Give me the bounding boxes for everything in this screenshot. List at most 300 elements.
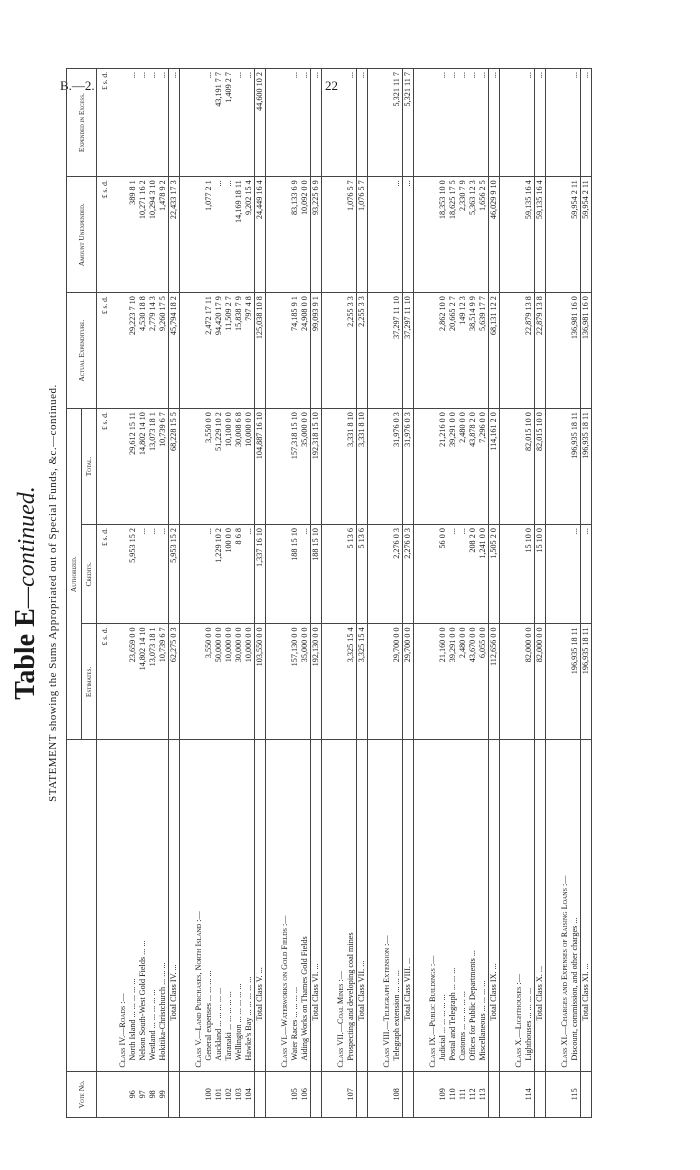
- class-heading-row: [110, 69, 128, 1118]
- cell-credits: ...: [158, 525, 169, 624]
- cell-estimates: 10,000 0 0: [244, 624, 255, 740]
- cell-actual: 37,297 11 10: [403, 293, 414, 409]
- unit-excess: £ s. d.: [97, 69, 111, 177]
- cell-credits: [506, 525, 524, 624]
- cell-unexpended: [506, 177, 524, 293]
- cell-credits: 100 0 0: [224, 525, 234, 624]
- cell-total: [110, 409, 128, 525]
- cell-unexpended: [374, 177, 392, 293]
- table-title-suffix: —continued.: [14, 486, 40, 609]
- cell-unexpended: 18,353 10 0: [438, 177, 448, 293]
- cell-excess: ...: [169, 69, 180, 177]
- row-description: Water Races ... ... ... ...: [290, 740, 300, 1071]
- vote-number: 113: [478, 1071, 489, 1117]
- vote-number: 99: [158, 1071, 169, 1117]
- cell-estimates: [110, 624, 128, 740]
- cell-unexpended: 9,202 15 4: [244, 177, 255, 293]
- cell-unexpended: ...: [224, 177, 234, 293]
- cell-credits: ...: [300, 525, 311, 624]
- row-description: Class VII.—Coal Mines :—: [328, 740, 346, 1071]
- cell-total: 82,015 10 0: [535, 409, 546, 525]
- cell-actual: 22,879 13 8: [535, 293, 546, 409]
- class-total-row: [255, 69, 266, 1118]
- table-row: [290, 69, 300, 1118]
- cell-excess: ...: [489, 69, 500, 177]
- cell-credits: 2,276 0 3: [403, 525, 414, 624]
- statement-body: [97, 69, 592, 1118]
- class-total-row: [535, 69, 546, 1118]
- cell-unexpended: [186, 177, 204, 293]
- cell-total: 114,161 2 0: [489, 409, 500, 525]
- cell-estimates: 3,325 15 4: [357, 624, 368, 740]
- cell-credits: [328, 525, 346, 624]
- table-row: [158, 69, 169, 1118]
- cell-unexpended: 1,478 9 2: [158, 177, 169, 293]
- cell-estimates: [552, 624, 570, 740]
- cell-unexpended: 83,133 6 9: [290, 177, 300, 293]
- cell-total: 35,000 0 0: [300, 409, 311, 525]
- cell-excess: 44,600 10 2: [255, 69, 266, 177]
- page-reference: B.—2.: [60, 78, 95, 93]
- row-description: Taranaki ... ... ... ... ...: [224, 740, 234, 1071]
- cell-excess: [186, 69, 204, 177]
- vote-number: 106: [300, 1071, 311, 1117]
- cell-actual: [186, 293, 204, 409]
- row-description: Hokitika-Christchurch ... ... ...: [158, 740, 169, 1071]
- vote-number: [403, 1071, 414, 1117]
- cell-credits: 208 2 0: [468, 525, 478, 624]
- row-description: Class VIII.—Telegraph Extension :—: [374, 740, 392, 1071]
- row-description: Westland ... ... ... ... ...: [148, 740, 158, 1071]
- cell-unexpended: 46,029 9 10: [489, 177, 500, 293]
- row-description: Judicial ... ... ... ... ...: [438, 740, 448, 1071]
- cell-total: [186, 409, 204, 525]
- cell-actual: [110, 293, 128, 409]
- statement-table: [66, 68, 592, 1118]
- vote-number: 103: [234, 1071, 244, 1117]
- row-description: Total Class VIII. ...: [403, 740, 414, 1071]
- cell-credits: 5,953 15 2: [169, 525, 180, 624]
- row-description: Prospecting and developing coal mines: [346, 740, 357, 1071]
- rotated-table-area: [10, 68, 640, 1118]
- cell-credits: [374, 525, 392, 624]
- cell-unexpended: [272, 177, 290, 293]
- cell-total: 21,216 0 0: [438, 409, 448, 525]
- cell-credits: ...: [244, 525, 255, 624]
- cell-total: [506, 409, 524, 525]
- class-heading-row: [328, 69, 346, 1118]
- row-description: Total Class VII. ...: [357, 740, 368, 1071]
- col-actual-expenditure: Actual Expenditure.: [67, 293, 97, 409]
- cell-unexpended: 10,294 3 10: [148, 177, 158, 293]
- row-description: Total Class VI. ...: [311, 740, 322, 1071]
- cell-estimates: 21,160 0 0: [438, 624, 448, 740]
- table-row: [148, 69, 158, 1118]
- cell-unexpended: ...: [392, 177, 403, 293]
- vote-number: 100: [204, 1071, 214, 1117]
- cell-unexpended: 389 8 1: [128, 177, 138, 293]
- cell-credits: [186, 525, 204, 624]
- col-expended-in-excess: Expended in Excess.: [67, 69, 97, 177]
- cell-credits: [420, 525, 438, 624]
- vote-number: 102: [224, 1071, 234, 1117]
- cell-actual: 136,981 16 0: [581, 293, 592, 409]
- cell-actual: [374, 293, 392, 409]
- cell-unexpended: 1,076 5 7: [346, 177, 357, 293]
- cell-total: 192,318 15 10: [311, 409, 322, 525]
- unit-estimates: £ s. d.: [97, 624, 111, 740]
- vote-number: 110: [448, 1071, 458, 1117]
- row-description: Class IV.—Roads :—: [110, 740, 128, 1071]
- cell-actual: [506, 293, 524, 409]
- vote-number: 111: [458, 1071, 468, 1117]
- table-row: [138, 69, 148, 1118]
- row-description: Hawke's Bay ... ... ... ... ...: [244, 740, 255, 1071]
- cell-total: 3,331 8 10: [346, 409, 357, 525]
- table-title: [10, 68, 42, 1118]
- cell-excess: ...: [311, 69, 322, 177]
- row-description: Discount, commission, and other charges ...: [570, 740, 581, 1071]
- row-description: Class IX.—Public Buildings :—: [420, 740, 438, 1071]
- cell-credits: [552, 525, 570, 624]
- cell-unexpended: 18,625 17 5: [448, 177, 458, 293]
- cell-credits: 188 15 10: [311, 525, 322, 624]
- cell-total: [420, 409, 438, 525]
- cell-total: 43,878 2 0: [468, 409, 478, 525]
- col-amount-unexpended: Amount Unexpended.: [67, 177, 97, 293]
- cell-excess: ...: [300, 69, 311, 177]
- table-row: [478, 69, 489, 1118]
- cell-credits: 15 10 0: [535, 525, 546, 624]
- table-row: [458, 69, 468, 1118]
- cell-unexpended: 59,954 2 11: [581, 177, 592, 293]
- cell-unexpended: [420, 177, 438, 293]
- cell-credits: [272, 525, 290, 624]
- cell-total: 30,008 6 8: [234, 409, 244, 525]
- cell-excess: ...: [158, 69, 169, 177]
- cell-actual: 94,420 17 9: [214, 293, 224, 409]
- cell-actual: 45,794 18 2: [169, 293, 180, 409]
- cell-estimates: 14,802 14 10: [138, 624, 148, 740]
- cell-total: [272, 409, 290, 525]
- vote-number: [374, 1071, 392, 1117]
- cell-actual: 15,838 7 9: [234, 293, 244, 409]
- row-description: Offices for Public Departments ...: [468, 740, 478, 1071]
- table-row: [214, 69, 224, 1118]
- table-row: [234, 69, 244, 1118]
- cell-excess: ...: [478, 69, 489, 177]
- col-authorized: Authorized.: [67, 409, 82, 740]
- class-heading-row: [186, 69, 204, 1118]
- cell-actual: 68,131 12 2: [489, 293, 500, 409]
- vote-number: [110, 1071, 128, 1117]
- table-row: [524, 69, 535, 1118]
- cell-excess: ...: [524, 69, 535, 177]
- cell-excess: [420, 69, 438, 177]
- cell-estimates: 29,700 0 0: [392, 624, 403, 740]
- cell-actual: 20,665 2 7: [448, 293, 458, 409]
- cell-unexpended: [552, 177, 570, 293]
- cell-total: 157,318 15 10: [290, 409, 300, 525]
- cell-total: 29,612 15 11: [128, 409, 138, 525]
- cell-excess: [272, 69, 290, 177]
- cell-credits: ...: [204, 525, 214, 624]
- vote-number: [357, 1071, 368, 1117]
- cell-estimates: 157,130 0 0: [290, 624, 300, 740]
- table-row: [346, 69, 357, 1118]
- cell-excess: [552, 69, 570, 177]
- cell-credits: 56 0 0: [438, 525, 448, 624]
- cell-unexpended: 2,330 7 9: [458, 177, 468, 293]
- cell-unexpended: 59,954 2 11: [570, 177, 581, 293]
- cell-estimates: 35,000 0 0: [300, 624, 311, 740]
- cell-total: 10,000 0 0: [244, 409, 255, 525]
- row-description: Customs ... ... ... ... ...: [458, 740, 468, 1071]
- cell-credits: [110, 525, 128, 624]
- vote-number: 101: [214, 1071, 224, 1117]
- cell-actual: [552, 293, 570, 409]
- vote-number: 115: [570, 1071, 581, 1117]
- table-row: [128, 69, 138, 1118]
- unit-credits: £ s. d.: [97, 525, 111, 624]
- vote-number: 107: [346, 1071, 357, 1117]
- cell-credits: 15 10 0: [524, 525, 535, 624]
- cell-credits: 188 15 10: [290, 525, 300, 624]
- cell-actual: 5,639 17 7: [478, 293, 489, 409]
- cell-unexpended: ...: [403, 177, 414, 293]
- cell-excess: ...: [234, 69, 244, 177]
- cell-actual: 2,779 14 3: [148, 293, 158, 409]
- vote-number: 96: [128, 1071, 138, 1117]
- cell-excess: ...: [128, 69, 138, 177]
- class-heading-row: [552, 69, 570, 1118]
- cell-credits: 2,276 0 3: [392, 525, 403, 624]
- cell-excess: ...: [570, 69, 581, 177]
- row-description: Wellington ... ... ... ... ...: [234, 740, 244, 1071]
- cell-actual: 29,223 7 10: [128, 293, 138, 409]
- vote-number: [311, 1071, 322, 1117]
- table-row: [244, 69, 255, 1118]
- cell-excess: 43,191 7 7: [214, 69, 224, 177]
- cell-excess: ...: [244, 69, 255, 177]
- cell-unexpended: 59,135 16 4: [535, 177, 546, 293]
- cell-estimates: 10,000 0 0: [224, 624, 234, 740]
- cell-estimates: 10,739 6 7: [158, 624, 169, 740]
- cell-total: 31,976 0 3: [392, 409, 403, 525]
- row-description: Auckland ... ... ... ... ...: [214, 740, 224, 1071]
- row-description: Class VI.—Waterworks on Gold Fields :—: [272, 740, 290, 1071]
- cell-actual: [328, 293, 346, 409]
- col-description: [67, 740, 97, 1071]
- class-heading-row: [420, 69, 438, 1118]
- cell-total: 82,015 10 0: [524, 409, 535, 525]
- row-description: Class V.—Land Purchases, North Island :—: [186, 740, 204, 1071]
- row-description: Miscellaneous ... ... ... ...: [478, 740, 489, 1071]
- class-total-row: [403, 69, 414, 1118]
- cell-excess: ...: [346, 69, 357, 177]
- cell-credits: ...: [570, 525, 581, 624]
- cell-credits: 5 13 6: [346, 525, 357, 624]
- row-description: North Island ... ... ... ... ...: [128, 740, 138, 1071]
- cell-unexpended: 1,077 2 1: [204, 177, 214, 293]
- vote-number: [169, 1071, 180, 1117]
- cell-excess: ...: [448, 69, 458, 177]
- cell-actual: [420, 293, 438, 409]
- vote-number: 104: [244, 1071, 255, 1117]
- cell-unexpended: 14,169 18 11: [234, 177, 244, 293]
- row-description: Class X.—Lighthouses :—: [506, 740, 524, 1071]
- vote-number: [186, 1071, 204, 1117]
- row-description: Postal and Telegraph ... ... ...: [448, 740, 458, 1071]
- cell-actual: 9,260 17 5: [158, 293, 169, 409]
- col-estimates: Estimates.: [82, 624, 97, 740]
- cell-total: 13,073 18 1: [148, 409, 158, 525]
- cell-estimates: 2,480 0 0: [458, 624, 468, 740]
- row-description: Class XI.—Charges and Expenses of Raising Loans :—: [552, 740, 570, 1071]
- cell-estimates: [506, 624, 524, 740]
- cell-credits: 8 6 8: [234, 525, 244, 624]
- cell-actual: 22,879 13 8: [524, 293, 535, 409]
- vote-number: 109: [438, 1071, 448, 1117]
- unit-actual: £ s. d.: [97, 293, 111, 409]
- cell-total: 10,739 6 7: [158, 409, 169, 525]
- cell-unexpended: 59,135 16 4: [524, 177, 535, 293]
- cell-actual: 99,093 9 1: [311, 293, 322, 409]
- cell-estimates: 196,935 18 11: [570, 624, 581, 740]
- class-heading-row: [272, 69, 290, 1118]
- cell-estimates: 50,000 0 0: [214, 624, 224, 740]
- cell-actual: [272, 293, 290, 409]
- vote-number: [272, 1071, 290, 1117]
- cell-excess: 1,409 2 7: [224, 69, 234, 177]
- cell-excess: [328, 69, 346, 177]
- cell-total: [374, 409, 392, 525]
- cell-total: 196,935 18 11: [570, 409, 581, 525]
- cell-total: 51,229 10 2: [214, 409, 224, 525]
- table-row: [224, 69, 234, 1118]
- cell-credits: ...: [148, 525, 158, 624]
- cell-actual: 4,530 18 8: [138, 293, 148, 409]
- cell-estimates: 3,325 15 4: [346, 624, 357, 740]
- row-description: Total Class X. ...: [535, 740, 546, 1071]
- cell-estimates: 82,000 0 0: [535, 624, 546, 740]
- cell-excess: ...: [148, 69, 158, 177]
- currency-row: [97, 69, 111, 1118]
- cell-total: 10,100 0 0: [224, 409, 234, 525]
- class-total-row: [581, 69, 592, 1118]
- row-description: Total Class IV. ...: [169, 740, 180, 1071]
- row-description: General expenses ... ... ... ...: [204, 740, 214, 1071]
- cell-estimates: 82,000 0 0: [524, 624, 535, 740]
- cell-estimates: 103,550 0 0: [255, 624, 266, 740]
- cell-excess: ...: [138, 69, 148, 177]
- cell-excess: [506, 69, 524, 177]
- cell-excess: ...: [204, 69, 214, 177]
- cell-excess: 5,321 11 7: [392, 69, 403, 177]
- col-total: Total.: [82, 409, 97, 525]
- cell-unexpended: [328, 177, 346, 293]
- vote-number: [328, 1071, 346, 1117]
- cell-total: 104,887 16 10: [255, 409, 266, 525]
- cell-estimates: [374, 624, 392, 740]
- cell-actual: 136,981 16 0: [570, 293, 581, 409]
- cell-unexpended: 5,363 12 3: [468, 177, 478, 293]
- unit-total: £ s. d.: [97, 409, 111, 525]
- cell-actual: 2,472 17 11: [204, 293, 214, 409]
- cell-credits: ...: [458, 525, 468, 624]
- col-vote-no: Vote No.: [67, 1071, 97, 1117]
- cell-credits: 1,241 0 0: [478, 525, 489, 624]
- cell-total: 196,935 18 11: [581, 409, 592, 525]
- cell-credits: 5,953 15 2: [128, 525, 138, 624]
- cell-unexpended: 10,271 16 2: [138, 177, 148, 293]
- cell-actual: 24,908 0 0: [300, 293, 311, 409]
- cell-estimates: 30,000 0 0: [234, 624, 244, 740]
- cell-excess: ...: [468, 69, 478, 177]
- vote-number: 112: [468, 1071, 478, 1117]
- table-row: [448, 69, 458, 1118]
- vote-number: [506, 1071, 524, 1117]
- table-row: [392, 69, 403, 1118]
- class-total-row: [357, 69, 368, 1118]
- row-description: Aiding Works on Thames Gold Fields: [300, 740, 311, 1071]
- table-row: [204, 69, 214, 1118]
- cell-total: 7,296 0 0: [478, 409, 489, 525]
- cell-total: 14,802 14 10: [138, 409, 148, 525]
- cell-credits: ...: [138, 525, 148, 624]
- cell-total: [552, 409, 570, 525]
- cell-credits: ...: [581, 525, 592, 624]
- vote-number: [535, 1071, 546, 1117]
- cell-excess: ...: [290, 69, 300, 177]
- cell-estimates: 3,550 0 0: [204, 624, 214, 740]
- cell-excess: ...: [458, 69, 468, 177]
- cell-total: 68,228 15 5: [169, 409, 180, 525]
- cell-estimates: 112,656 0 0: [489, 624, 500, 740]
- row-description: Telegraph extension ... ... ...: [392, 740, 403, 1071]
- vote-number: 114: [524, 1071, 535, 1117]
- cell-estimates: [328, 624, 346, 740]
- table-row: [468, 69, 478, 1118]
- cell-excess: ...: [535, 69, 546, 177]
- cell-estimates: 13,073 18 1: [148, 624, 158, 740]
- row-description: Total Class IX. ...: [489, 740, 500, 1071]
- table-subtitle: STATEMENT showing the Sums Appropriated out of Special Funds, &c.—continued.: [47, 384, 59, 802]
- vote-number: [552, 1071, 570, 1117]
- cell-unexpended: 93,225 6 9: [311, 177, 322, 293]
- cell-actual: 2,255 3 3: [346, 293, 357, 409]
- table-row: [570, 69, 581, 1118]
- cell-unexpended: [110, 177, 128, 293]
- table-row: [300, 69, 311, 1118]
- class-total-row: [311, 69, 322, 1118]
- cell-total: [328, 409, 346, 525]
- cell-excess: ...: [438, 69, 448, 177]
- cell-unexpended: ...: [214, 177, 224, 293]
- class-total-row: [489, 69, 500, 1118]
- cell-credits: ...: [448, 525, 458, 624]
- cell-total: 3,550 0 0: [204, 409, 214, 525]
- row-description: Nelson South-West Gold Fields ... ...: [138, 740, 148, 1071]
- class-total-row: [169, 69, 180, 1118]
- cell-estimates: 39,291 0 0: [448, 624, 458, 740]
- cell-unexpended: 1,076 5 7: [357, 177, 368, 293]
- cell-total: 2,480 0 0: [458, 409, 468, 525]
- cell-total: 31,976 0 3: [403, 409, 414, 525]
- vote-number: 98: [148, 1071, 158, 1117]
- cell-estimates: [186, 624, 204, 740]
- vote-number: [255, 1071, 266, 1117]
